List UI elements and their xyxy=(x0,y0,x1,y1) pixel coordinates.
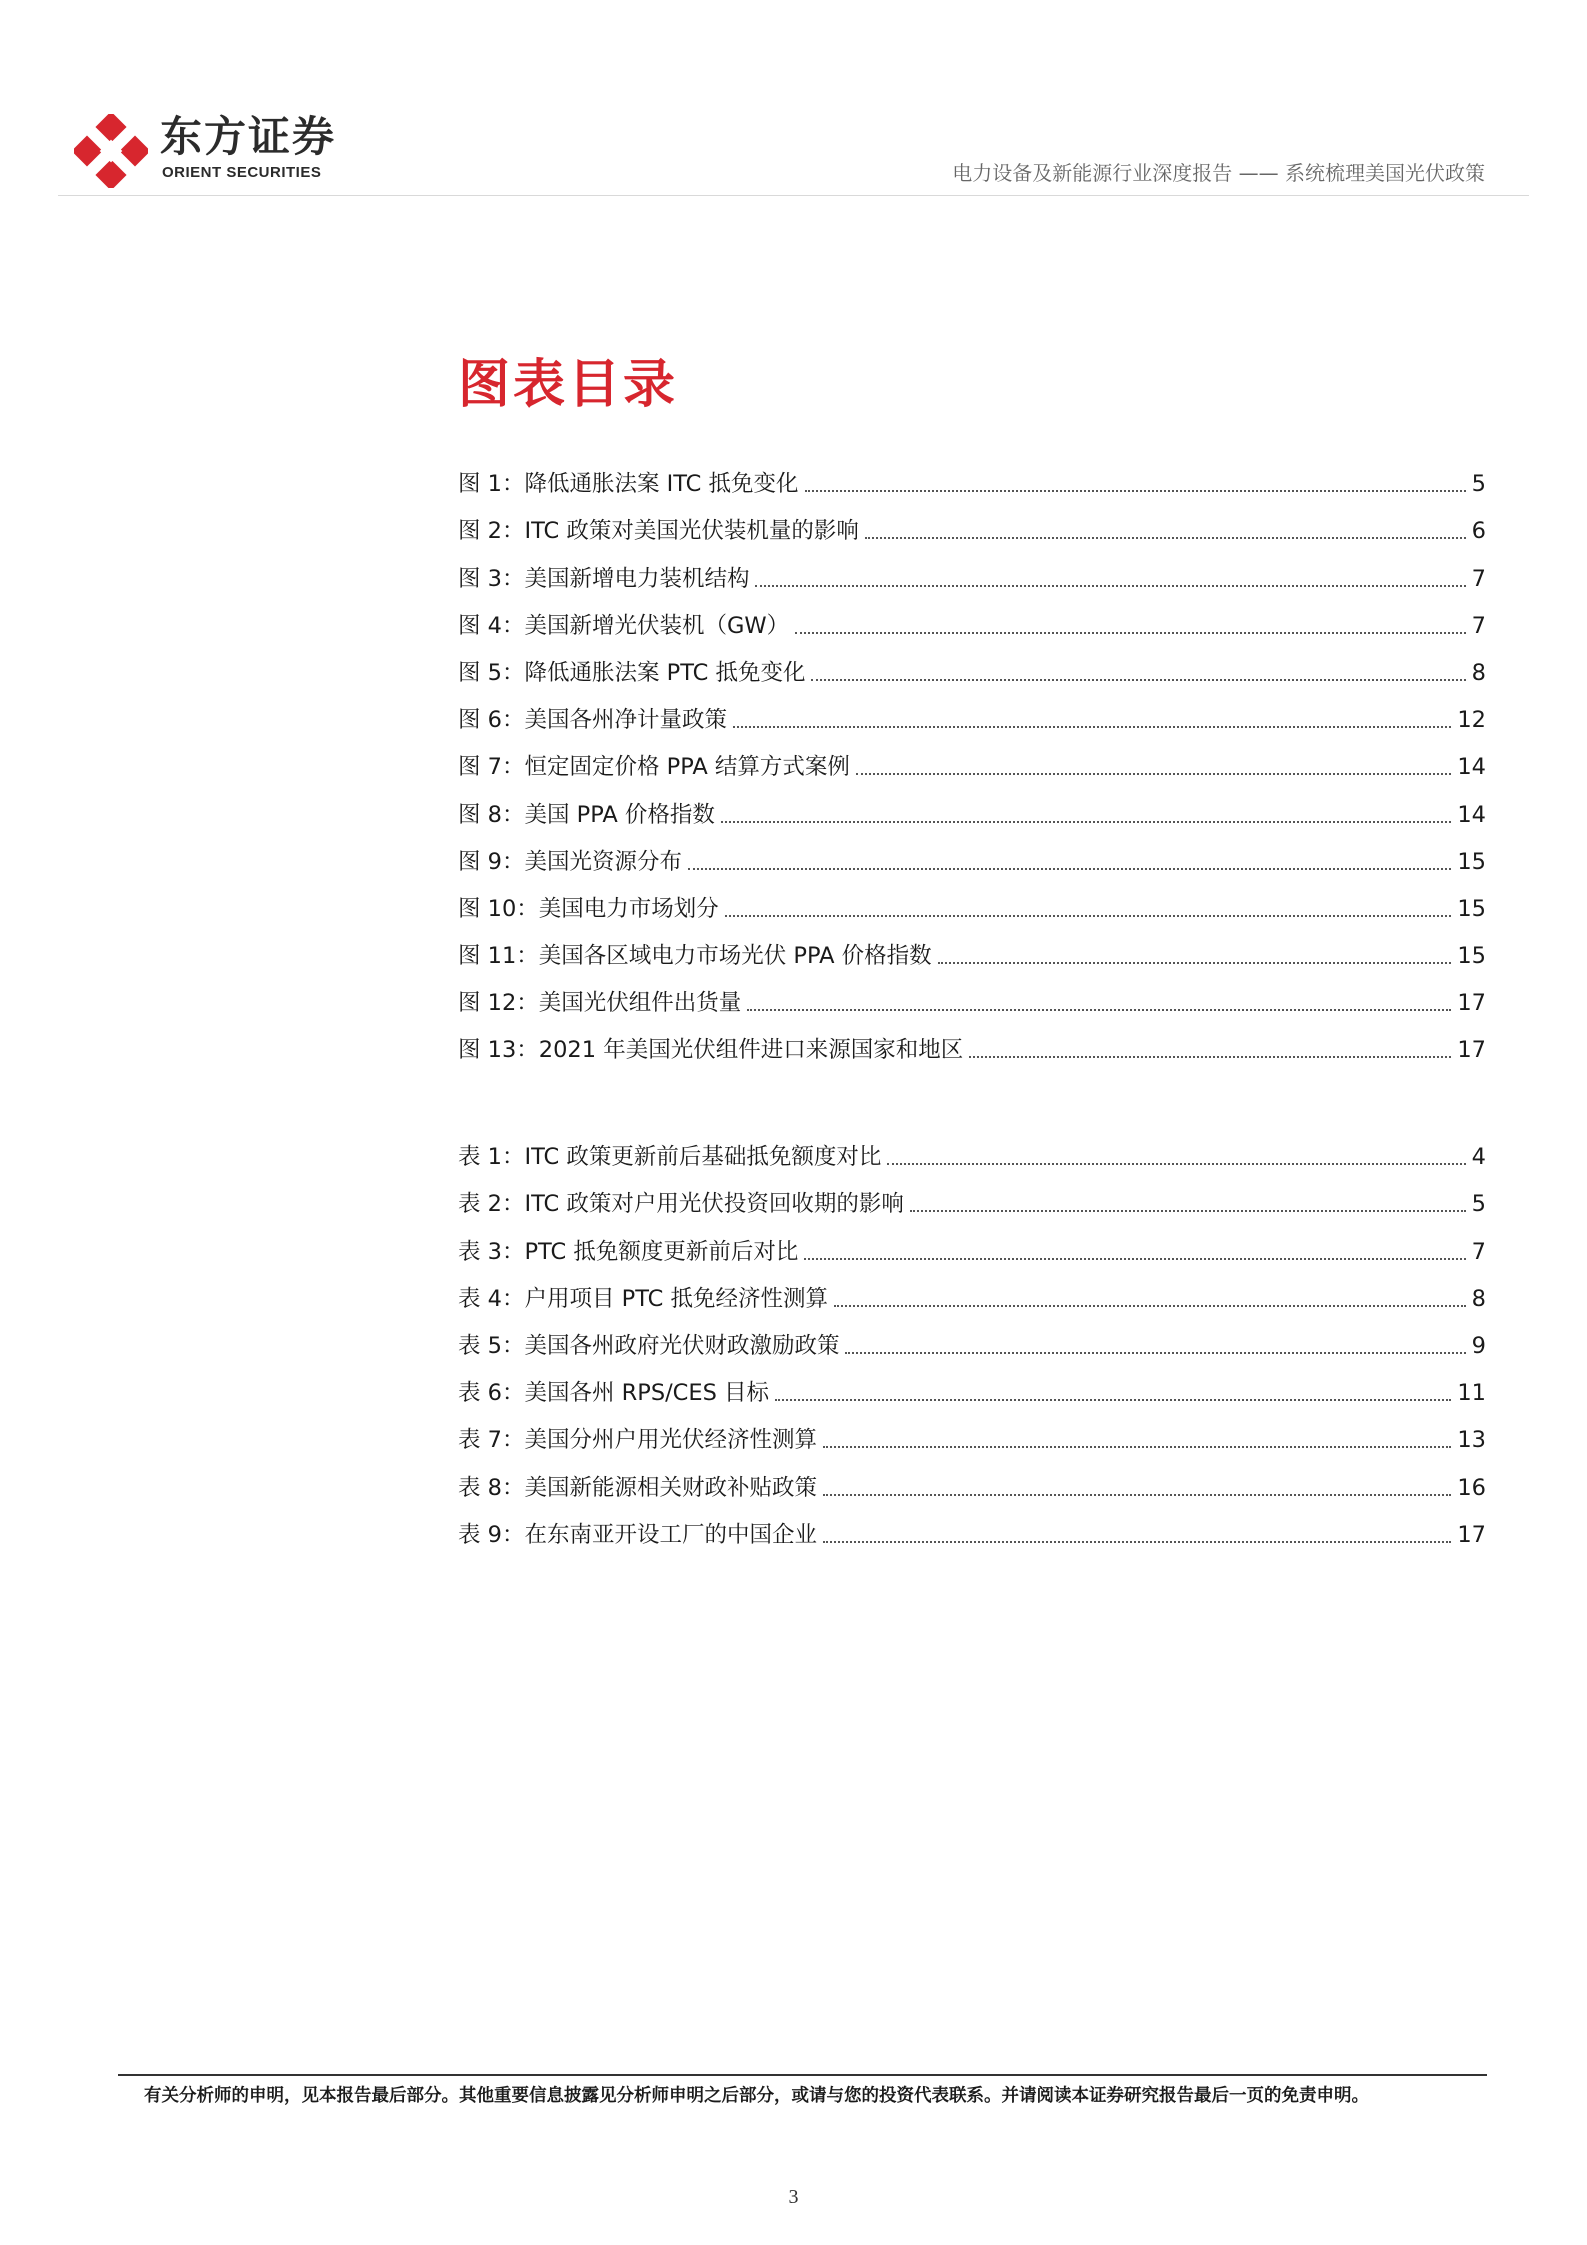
toc-entry-table-3[interactable] xyxy=(458,1219,1486,1266)
dot-leader xyxy=(938,962,1452,964)
toc-entry-page: 17 xyxy=(1457,1521,1486,1548)
toc-entry-page: 17 xyxy=(1457,1037,1486,1064)
toc-entry-page: 7 xyxy=(1471,1238,1486,1265)
toc-entry-table-4[interactable] xyxy=(458,1267,1486,1314)
logo-name-cn: 东方证券 xyxy=(160,112,337,161)
report-header-title: 电力设备及新能源行业深度报告 —— 系统梳理美国光伏政策 xyxy=(952,161,1485,185)
toc-entry-label: 表 9：在东南亚开设工厂的中国企业 xyxy=(458,1521,817,1548)
toc-entry-label: 表 4：户用项目 PTC 抵免经济性测算 xyxy=(458,1285,828,1312)
toc-entry-page: 7 xyxy=(1471,612,1486,639)
toc-entry-page: 8 xyxy=(1471,659,1486,686)
footer-disclaimer: 有关分析师的申明，见本报告最后部分。其他重要信息披露见分析师申明之后部分，或请与您的投资代表联系。并请阅读本证券研究报告最后一页的免责申明。 xyxy=(144,2086,1369,2106)
dot-leader xyxy=(856,773,1451,775)
logo-name-en: ORIENT SECURITIES xyxy=(162,164,322,181)
toc-entry-page: 5 xyxy=(1471,1191,1486,1218)
dot-leader xyxy=(688,868,1451,870)
toc-entry-label: 图 12：美国光伏组件出货量 xyxy=(458,990,742,1017)
toc-entry-label: 图 1：降低通胀法案 ITC 抵免变化 xyxy=(458,471,799,498)
toc-entry-label: 表 7：美国分州户用光伏经济性测算 xyxy=(458,1427,817,1454)
toc-entry-page: 15 xyxy=(1457,848,1486,875)
toc-entry-figure-5[interactable] xyxy=(458,641,1486,688)
footer-divider xyxy=(118,2074,1487,2076)
toc-entry-page: 9 xyxy=(1471,1332,1486,1359)
toc-entry-table-2[interactable] xyxy=(458,1172,1486,1219)
dot-leader xyxy=(804,1258,1465,1260)
dot-leader xyxy=(823,1541,1451,1543)
toc-entry-figure-7[interactable] xyxy=(458,735,1486,782)
toc-entry-figure-4[interactable] xyxy=(458,594,1486,641)
toc-entry-table-7[interactable] xyxy=(458,1408,1486,1455)
toc-entry-label: 图 3：美国新增电力装机结构 xyxy=(458,565,750,592)
dot-leader xyxy=(811,679,1465,681)
toc-entry-table-9[interactable] xyxy=(458,1503,1486,1550)
toc-entry-label: 表 8：美国新能源相关财政补贴政策 xyxy=(458,1474,817,1501)
toc-entry-figure-9[interactable] xyxy=(458,830,1486,877)
toc-entry-figure-2[interactable] xyxy=(458,499,1486,546)
toc-entry-label: 表 3：PTC 抵免额度更新前后对比 xyxy=(458,1238,799,1265)
toc-entry-label: 图 13：2021 年美国光伏组件进口来源国家和地区 xyxy=(458,1037,964,1064)
toc-entry-table-8[interactable] xyxy=(458,1455,1486,1502)
dot-leader xyxy=(725,915,1452,917)
toc-entry-page: 14 xyxy=(1457,754,1486,781)
dot-leader xyxy=(755,585,1465,587)
toc-entry-label: 图 7：恒定固定价格 PPA 结算方式案例 xyxy=(458,754,850,781)
toc-entry-page: 13 xyxy=(1457,1427,1486,1454)
toc-entry-table-1[interactable] xyxy=(458,1125,1486,1172)
dot-leader xyxy=(865,537,1466,539)
toc-entry-figure-1[interactable] xyxy=(458,452,1486,499)
dot-leader xyxy=(845,1352,1465,1354)
toc-entry-label: 图 4：美国新增光伏装机（GW） xyxy=(458,612,790,639)
table-list xyxy=(458,1125,1486,1550)
dot-leader xyxy=(747,1009,1451,1011)
toc-entry-figure-13[interactable] xyxy=(458,1018,1486,1065)
dot-leader xyxy=(823,1446,1451,1448)
toc-entry-label: 图 9：美国光资源分布 xyxy=(458,848,682,875)
page-number: 3 xyxy=(788,2186,799,2208)
toc-entry-label: 图 2：ITC 政策对美国光伏装机量的影响 xyxy=(458,518,859,545)
toc-entry-label: 图 10：美国电力市场划分 xyxy=(458,895,719,922)
toc-entry-page: 11 xyxy=(1457,1380,1486,1407)
toc-entry-figure-10[interactable] xyxy=(458,877,1486,924)
toc-entry-page: 4 xyxy=(1471,1144,1486,1171)
toc-entry-label: 图 8：美国 PPA 价格指数 xyxy=(458,801,715,828)
toc-entry-table-5[interactable] xyxy=(458,1314,1486,1361)
dot-leader xyxy=(834,1305,1466,1307)
dot-leader xyxy=(910,1210,1466,1212)
toc-entry-label: 表 1：ITC 政策更新前后基础抵免额度对比 xyxy=(458,1144,882,1171)
toc-entry-page: 8 xyxy=(1471,1285,1486,1312)
toc-entry-figure-6[interactable] xyxy=(458,688,1486,735)
toc-entry-label: 表 6：美国各州 RPS/CES 目标 xyxy=(458,1380,770,1407)
toc-entry-table-6[interactable] xyxy=(458,1361,1486,1408)
company-logo xyxy=(74,108,364,188)
dot-leader xyxy=(969,1056,1451,1058)
toc-entry-page: 16 xyxy=(1457,1474,1486,1501)
toc-entry-label: 图 11：美国各区域电力市场光伏 PPA 价格指数 xyxy=(458,943,932,970)
toc-entry-page: 6 xyxy=(1471,518,1486,545)
figure-list xyxy=(458,452,1486,1065)
toc-entry-label: 图 6：美国各州净计量政策 xyxy=(458,707,727,734)
dot-leader xyxy=(721,821,1451,823)
toc-entry-figure-8[interactable] xyxy=(458,782,1486,829)
toc-entry-page: 15 xyxy=(1457,895,1486,922)
toc-entry-page: 12 xyxy=(1457,707,1486,734)
dot-leader xyxy=(775,1399,1451,1401)
dot-leader xyxy=(887,1163,1465,1165)
toc-entry-label: 图 5：降低通胀法案 PTC 抵免变化 xyxy=(458,659,806,686)
header-divider xyxy=(58,195,1529,196)
dot-leader xyxy=(823,1494,1451,1496)
dot-leader xyxy=(795,632,1466,634)
dot-leader xyxy=(805,490,1466,492)
toc-entry-figure-12[interactable] xyxy=(458,971,1486,1018)
toc-entry-label: 表 5：美国各州政府光伏财政激励政策 xyxy=(458,1332,840,1359)
toc-entry-page: 7 xyxy=(1471,565,1486,592)
toc-entry-page: 15 xyxy=(1457,943,1486,970)
toc-entry-page: 17 xyxy=(1457,990,1486,1017)
page-title: 图表目录 xyxy=(458,354,679,415)
toc-entry-label: 表 2：ITC 政策对户用光伏投资回收期的影响 xyxy=(458,1191,904,1218)
toc-entry-page: 14 xyxy=(1457,801,1486,828)
dot-leader xyxy=(733,726,1451,728)
toc-entry-page: 5 xyxy=(1471,471,1486,498)
toc-entry-figure-11[interactable] xyxy=(458,924,1486,971)
toc-entry-figure-3[interactable] xyxy=(458,546,1486,593)
orient-securities-logo-icon xyxy=(74,114,148,188)
